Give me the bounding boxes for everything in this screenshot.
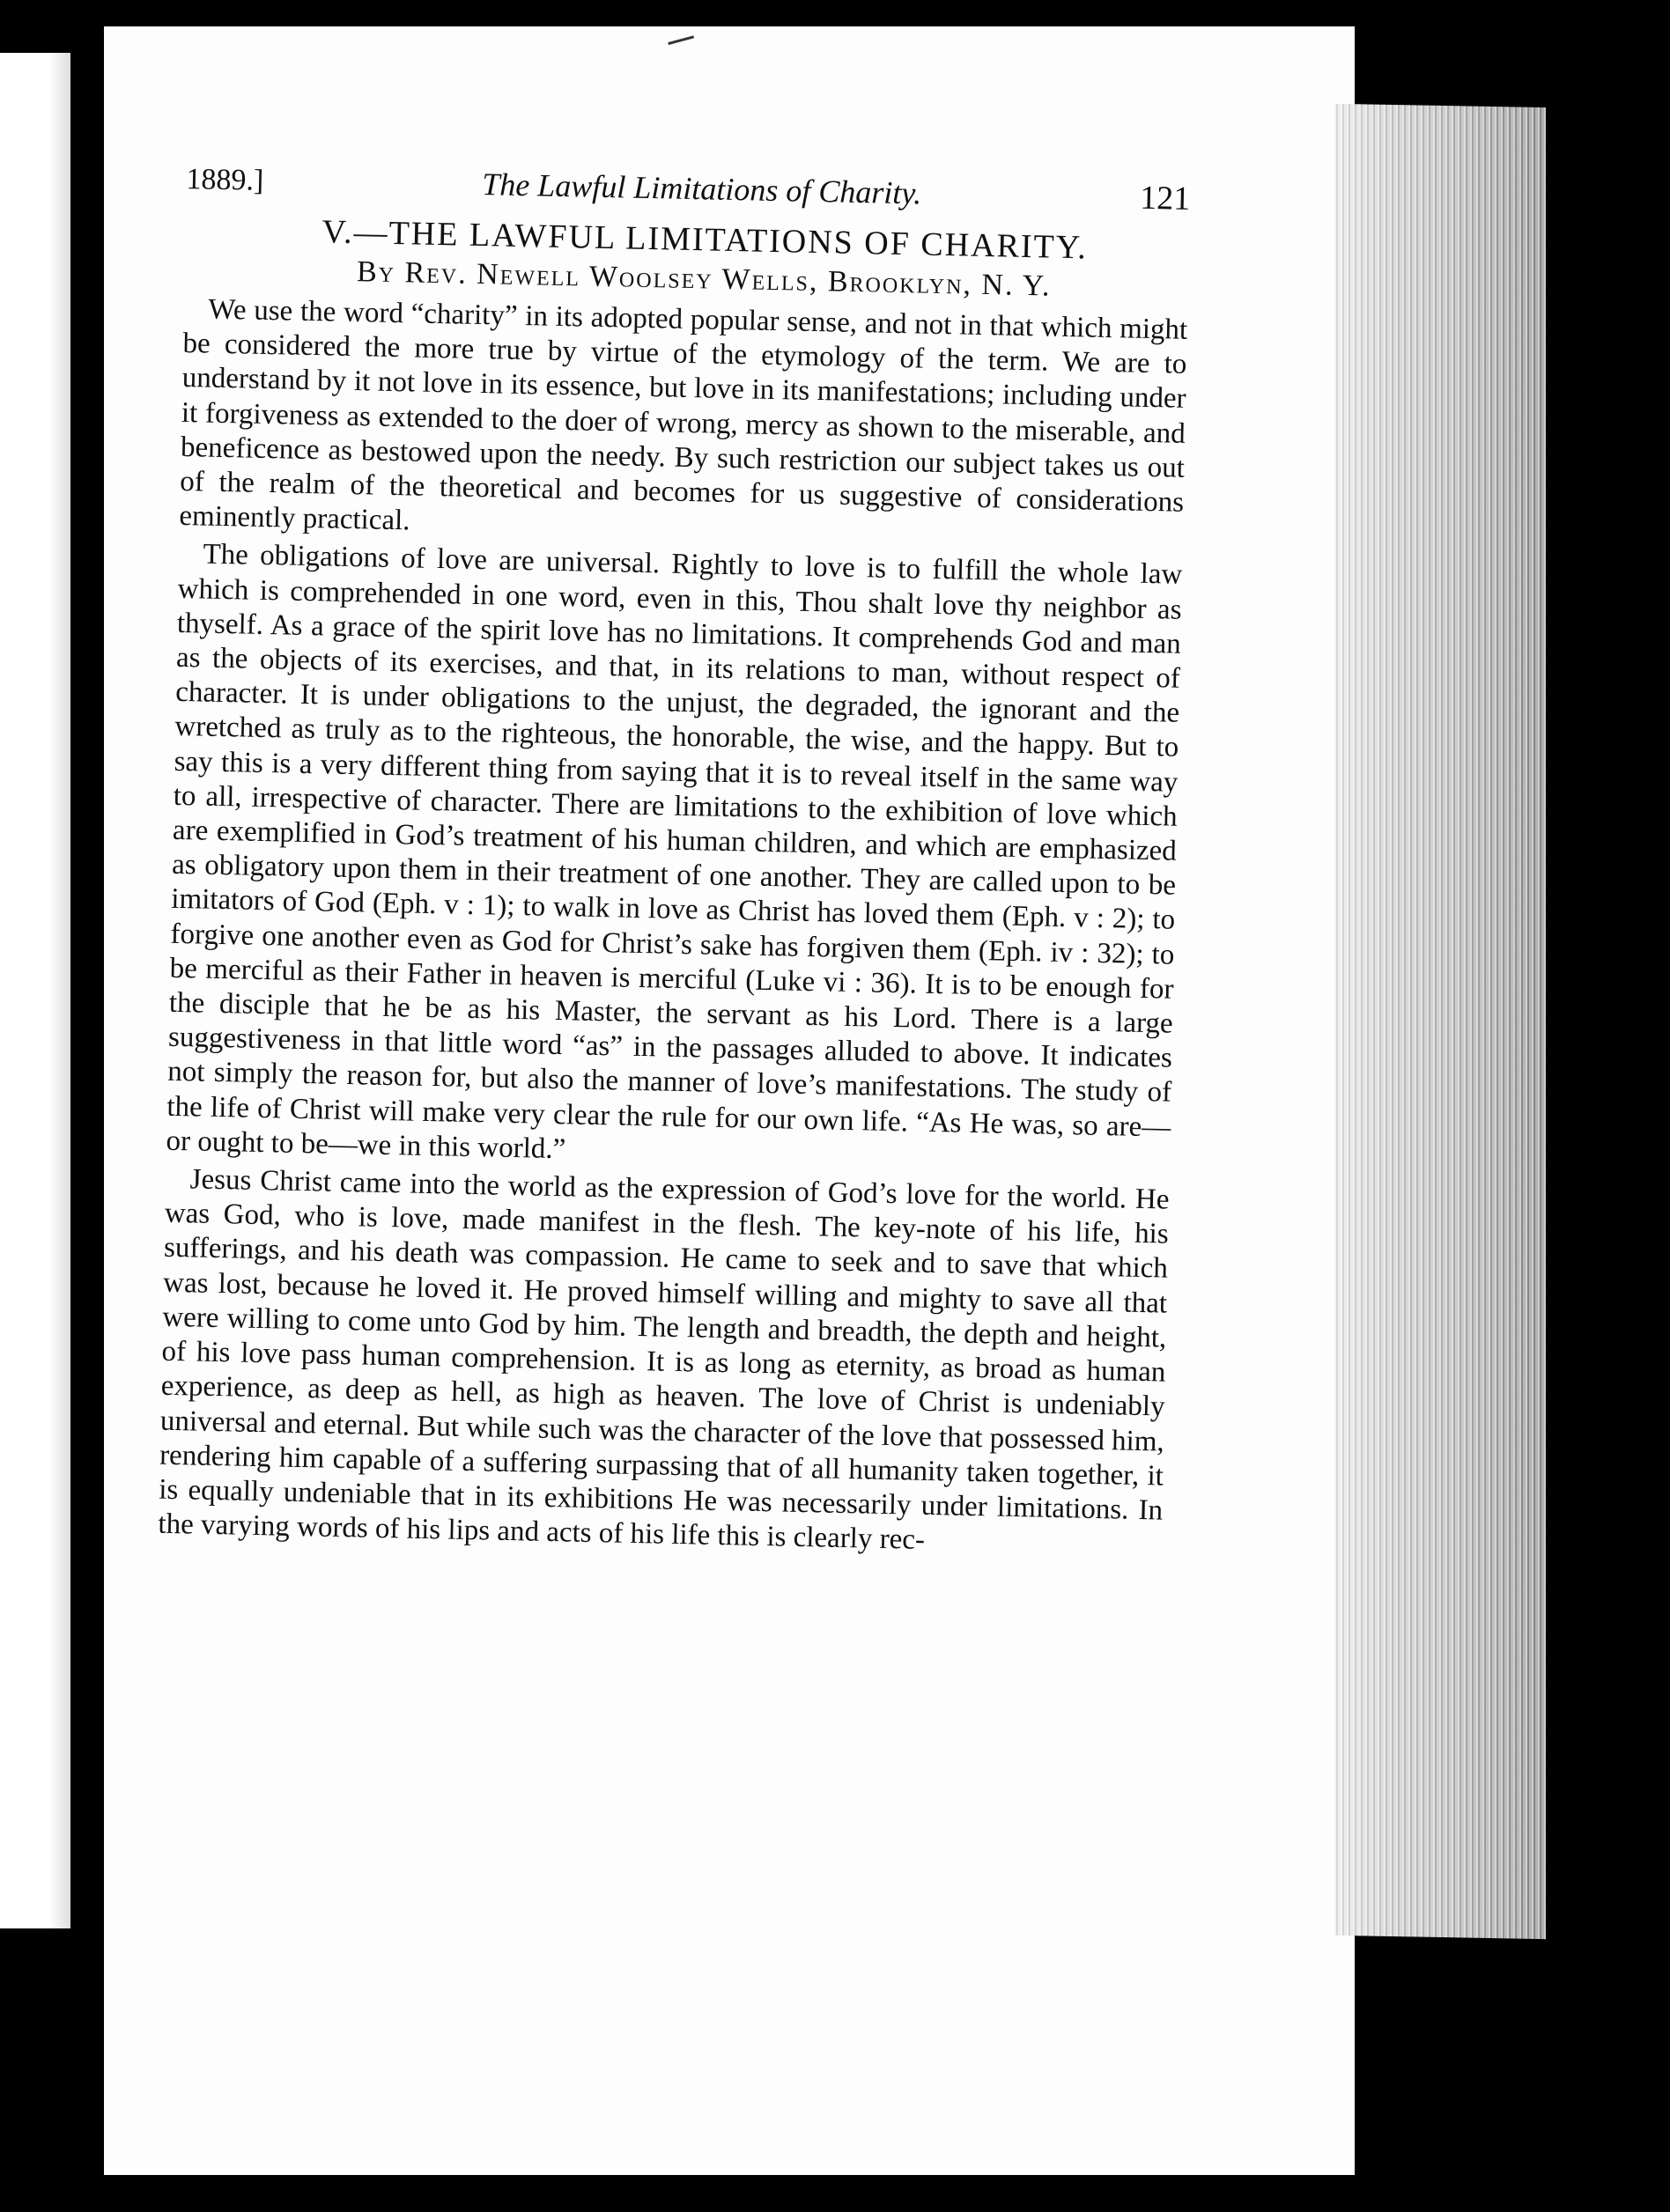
running-head-title: The Lawful Limitations of Charity.: [481, 166, 922, 211]
running-head-year: 1889.]: [186, 162, 264, 197]
page-number: 121: [1139, 179, 1191, 218]
paragraph-2: The obligations of love are universal. Rightly to love is to fulfill the whole law which is comprehended in one word, even in this, Thou shalt love thy neighbor as thyself. As a grace of the spirit love has no limitations. It comprehends God and man as the objects of its exercises, and that, in its relations to man, without respect of character. It is under obligations to the unjust, the degraded, the ignorant and the wretched as truly as to the righteous, the honorable, the wise, and the happy. But to say this is a very different thing from saying that it is to reveal itself in the same way to all, irrespective of character. There are limitations to the exhibition of love which are exemplified in God’s treatment of his human children, and which are emphasized as obligatory upon them in their treatment of one another. They are called upon to be imitators of God (Eph. v : 1); to walk in love as Christ has loved them (Eph. v : 2); to forgive one another even as God for Christ’s sake has forgiven them (Eph. iv : 32); to be merciful as their Father in heaven is merciful (Luke vi : 36). It is to be enough for the disciple that he be as his Master, the servant as his Lord. There is a large suggestiveness in that little word “as” in the passages alluded to above. It indicates not simply the reason for, but also the manner of love’s manifestations. The study of the life of Christ will make very clear the rule for our own life. “As He was, so are—or ought to be—we in this world.”: [166, 538, 1183, 1166]
paragraph-3: Jesus Christ came into the world as the expression of God’s love for the world. He was God, who is love, made manifest in the flesh. The key-note of his life, his sufferings, and his death was compassion. He came to seek and to save that which was lost, because he loved it. He proved himself willing and mighty to save all that were willing to come unto God by him. The length and breadth, the depth and height, of his love pass human comprehension. It is as long as eternity, as broad as human experience, as deep as hell, as high as heaven. The love of Christ is undeniably universal and eternal. But while such was the character of the love that possessed him, rendering him capable of a suffering surpassing that of all humanity taken together, it is equally undeniable that in its exhibitions He was necessarily under limitations. In the varying words of his lips and acts of his life this is clearly rec-: [158, 1163, 1170, 1556]
page-content: [158, 159, 1191, 1563]
page-fore-edge: [1334, 104, 1546, 1939]
article-heading: V.—THE LAWFUL LIMITATIONS OF CHARITY.: [321, 213, 1089, 267]
article-byline: By Rev. Newell Woolsey Wells, Brooklyn, N. Y.: [356, 255, 1052, 303]
facing-page-edge: [0, 53, 70, 1928]
paragraph-1: We use the word “charity” in its adopted popular sense, and not in that which might be considered the more true by virtue of the etymology of the term. We are to understand by it not love in its essence, but love in its manifestations; including under it forgiveness as extended to the doer of wrong, mercy as shown to the miserable, and beneficence as bestowed upon the needy. By such restriction our subject takes us out of the realm of the theoretical and becomes for us suggestive of considerations eminently practical.: [179, 293, 1188, 537]
